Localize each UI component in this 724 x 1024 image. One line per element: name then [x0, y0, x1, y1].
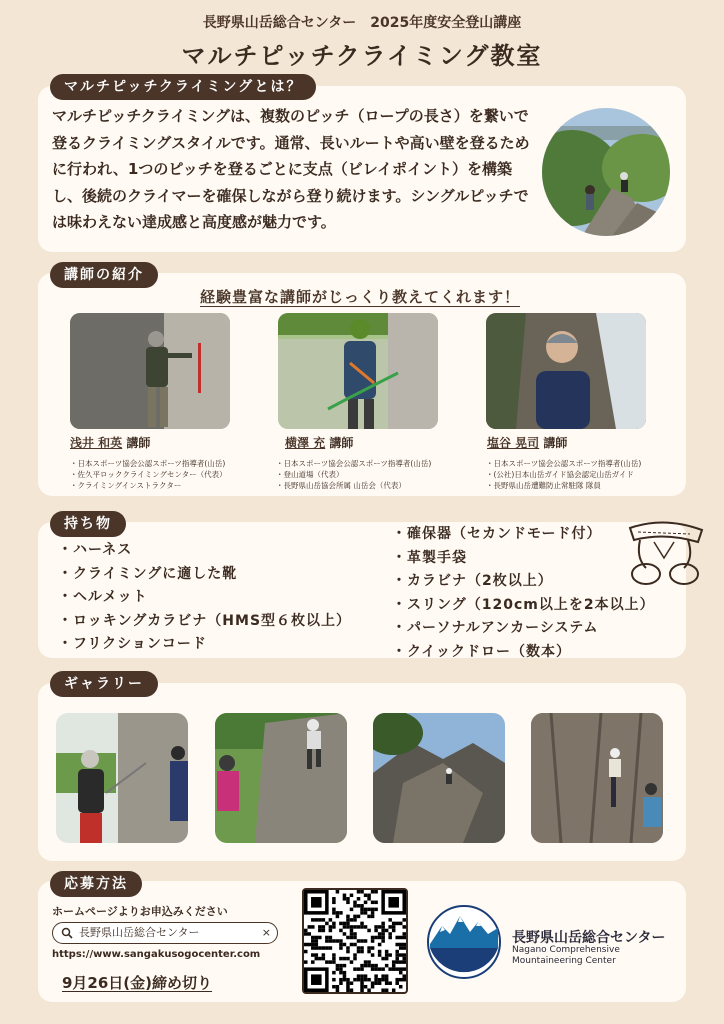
org-logo — [426, 904, 502, 980]
cred-item: ・登山道場（代表） — [276, 470, 344, 479]
mountain-climbers-photo — [542, 108, 670, 236]
cred-item: ・日本スポーツ協会公認スポーツ指導者(山岳) — [276, 459, 432, 468]
apply-instruction: ホームページよりお申込みください — [52, 905, 228, 918]
instructor-role: 講師 — [543, 436, 568, 450]
instructor-name-2 — [285, 434, 353, 451]
list-item: ・スリング（120cm以上を2本以上） — [392, 596, 655, 613]
harness-icon — [624, 518, 706, 592]
instructor-name-text: 浅井 和英 — [70, 436, 123, 450]
list-item: ・クライミングに適した靴 — [58, 565, 238, 582]
cred-item: ・長野県山岳協会所属 山岳会（代表） — [276, 481, 406, 490]
org-name-en-line: Mountaineering Center — [512, 956, 616, 966]
list-item: ・革製手袋 — [392, 549, 467, 566]
instructor-name-1 — [70, 434, 150, 451]
page-title: マルチピッチクライミング教室 — [181, 42, 543, 70]
list-item: ・カラビナ（2枚以上） — [392, 573, 553, 590]
cred-item: ・クライミングインストラクター — [70, 481, 182, 490]
qr-code[interactable] — [302, 888, 408, 994]
close-icon[interactable]: × — [261, 926, 271, 939]
items-list-left — [58, 539, 351, 657]
instructor-name-text: 塩谷 晃司 — [487, 436, 540, 450]
gallery-tag: ギャラリー — [50, 671, 158, 697]
instructor-name-3 — [487, 434, 567, 451]
header-subtitle: 長野県山岳総合センター 2025年度安全登山講座 — [202, 15, 522, 31]
cred-item: ・佐久平ロッククライミングセンター（代表） — [70, 470, 227, 479]
gallery-photo-2 — [215, 713, 347, 843]
gallery-photo-1 — [56, 713, 188, 843]
instructor-photo-2 — [278, 313, 438, 429]
list-item: ・ロッキングカラビナ（HMS型６枚以上） — [58, 612, 352, 629]
instructor-name-text: 横澤 充 — [285, 436, 326, 450]
instructor-creds-2 — [276, 458, 431, 491]
items-list-right — [392, 523, 655, 665]
list-item: ・確保器（セカンドモード付） — [392, 526, 602, 542]
cred-item: ・(公社)日本山岳ガイド協会認定山岳ガイド — [486, 470, 634, 479]
instructors-tag: 講師の紹介 — [50, 262, 158, 288]
list-item: ・ハーネス — [58, 542, 133, 558]
search-text: 長野県山岳総合センター — [79, 926, 200, 939]
deadline: 9月26日(金)締め切り — [62, 974, 213, 992]
gallery-photo-4 — [531, 713, 663, 843]
search-icon — [61, 927, 73, 939]
website-url[interactable]: https://www.sangakusogocenter.com — [52, 949, 261, 960]
org-name-ja: 長野県山岳総合センター — [512, 930, 666, 946]
instructor-photo-1 — [70, 313, 230, 429]
cred-item: ・日本スポーツ協会公認スポーツ指導者(山岳) — [70, 459, 226, 468]
cred-item: ・長野県山岳遭難防止常駐隊 隊員 — [486, 481, 601, 490]
instructors-heading: 経験豊富な講師がじっくり教えてくれます！ — [200, 288, 521, 306]
list-item: ・パーソナルアンカーシステム — [392, 620, 599, 637]
gallery-photo-3 — [373, 713, 505, 843]
instructor-role: 講師 — [126, 436, 151, 450]
items-tag: 持ち物 — [50, 511, 126, 537]
instructor-creds-3 — [486, 458, 641, 491]
list-item: ・ヘルメット — [58, 589, 148, 606]
instructor-photo-3 — [486, 313, 646, 429]
about-text: マルチピッチクライミングは、複数のピッチ（ロープの長さ）を繋いで登るクライミングスタイルです。通常、長いルートや高い壁を登るために行われ、1つのピッチを登るごとに支点（ビレイポイント）を構築し、後続のクライマーを確保しながら登り続けます。シングルピッチでは味わえない達成感と高度感が魅力です。 — [52, 107, 530, 231]
org-name-en-line: Nagano Comprehensive — [512, 945, 620, 955]
org-name-en — [512, 945, 620, 967]
apply-tag: 応募方法 — [50, 871, 142, 897]
about-tag: マルチピッチクライミングとは？ — [50, 74, 316, 100]
list-item: ・クイックドロー（数本） — [392, 643, 572, 660]
search-box[interactable] — [52, 922, 278, 944]
list-item: ・フリクションコード — [58, 636, 207, 653]
instructor-role: 講師 — [329, 436, 354, 450]
cred-item: ・日本スポーツ協会公認スポーツ指導者(山岳) — [486, 459, 642, 468]
instructor-creds-1 — [70, 458, 227, 491]
